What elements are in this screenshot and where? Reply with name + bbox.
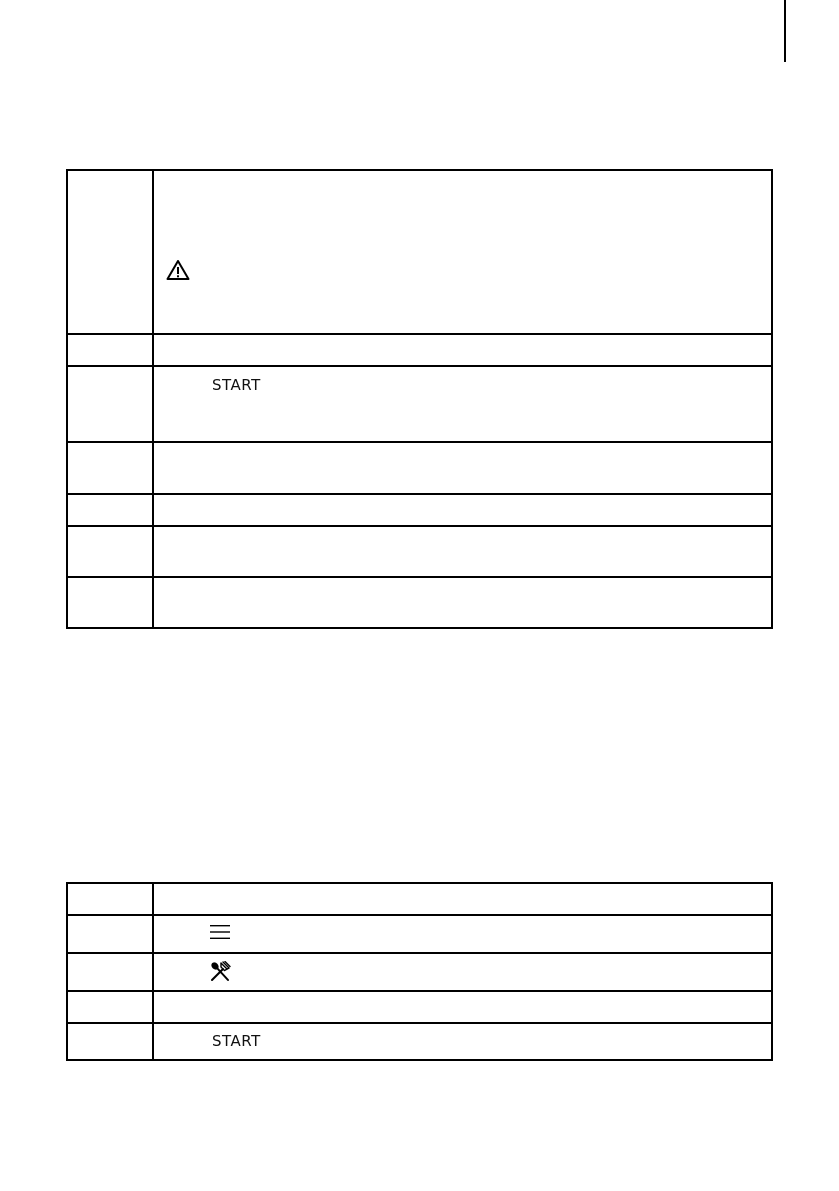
table-row xyxy=(67,526,772,577)
procedure-table-1 xyxy=(66,169,773,629)
cutlery-icon xyxy=(209,961,231,983)
table-row xyxy=(67,991,772,1023)
table-row xyxy=(67,577,772,628)
step-text-cell xyxy=(153,170,772,334)
step-text-cell xyxy=(153,915,772,953)
step-text-cell xyxy=(153,1023,772,1060)
step-number-cell xyxy=(67,334,153,366)
step-number-cell xyxy=(67,883,153,915)
step-text-cell xyxy=(153,494,772,526)
step-text-cell xyxy=(153,953,772,991)
step-text-cell xyxy=(153,334,772,366)
table-row xyxy=(67,442,772,494)
step-number-cell xyxy=(67,526,153,577)
step-number-cell xyxy=(67,577,153,628)
table-row xyxy=(67,883,772,915)
step-number-cell xyxy=(67,991,153,1023)
step-number-cell xyxy=(67,953,153,991)
table-row xyxy=(67,1023,772,1060)
step-number-cell xyxy=(67,170,153,334)
table-row xyxy=(67,953,772,991)
step-number-cell xyxy=(67,366,153,442)
page-corner-line xyxy=(784,0,786,62)
step-number-cell xyxy=(67,442,153,494)
step-number-cell xyxy=(67,494,153,526)
step-text-cell xyxy=(153,577,772,628)
menu-lines-icon xyxy=(210,924,230,940)
table-row xyxy=(67,170,772,334)
step-text-cell xyxy=(153,991,772,1023)
table-row xyxy=(67,915,772,953)
step-number-cell xyxy=(67,1023,153,1060)
table-row xyxy=(67,494,772,526)
table-row xyxy=(67,366,772,442)
start-button-label: START xyxy=(212,376,261,394)
step-text-cell xyxy=(153,366,772,442)
step-text-cell xyxy=(153,883,772,915)
table-row xyxy=(67,334,772,366)
step-text-cell xyxy=(153,442,772,494)
step-number-cell xyxy=(67,915,153,953)
procedure-table-2 xyxy=(66,882,773,1061)
start-button-label: START xyxy=(212,1032,261,1050)
warning-triangle-icon xyxy=(166,259,190,281)
step-text-cell xyxy=(153,526,772,577)
